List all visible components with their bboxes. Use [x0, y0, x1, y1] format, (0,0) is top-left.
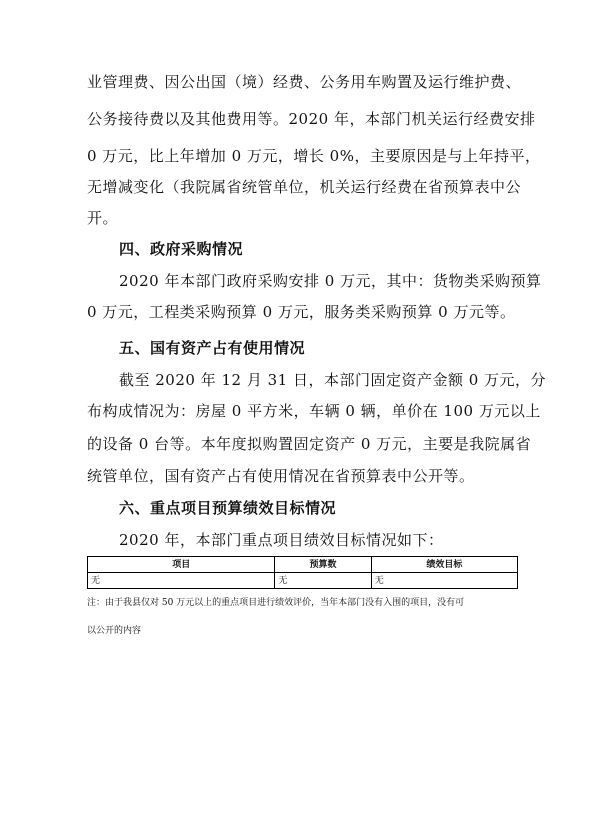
- table-intro: 2020 年，本部门重点项目绩效目标情况如下：: [119, 531, 444, 549]
- paragraph-line: 公务接待费以及其他费用等。2020 年，本部门机关运行经费安排: [87, 110, 536, 128]
- table-header-row: [88, 557, 518, 573]
- paragraph-line: 业管理费、因公出国（境）经费、公务用车购置及运行维护费、: [87, 73, 522, 91]
- section-heading-performance: 六、重点项目预算绩效目标情况: [119, 499, 337, 517]
- paragraph-line: 统管单位，国有资产占有使用情况在省预算表中公开等。: [87, 467, 475, 485]
- paragraph-line: 0 万元，比上年增加 0 万元，增长 0%，主要原因是与上年持平，: [87, 147, 541, 165]
- table-header-cell: 预算数: [275, 557, 371, 573]
- table-cell: 无: [88, 573, 275, 589]
- paragraph-line: 的设备 0 台等。本年度拟购置固定资产 0 万元，主要是我院属省: [87, 435, 532, 453]
- footnote-line: 以公开的内容: [87, 626, 142, 636]
- paragraph-line: 2020 年本部门政府采购安排 0 万元，其中：货物类采购预算: [119, 272, 542, 290]
- footnote-line: 注：由于我县仅对 50 万元以上的重点项目进行绩效评价，当年本部门没有入围的项目，没有可: [87, 598, 465, 608]
- table-header-cell: 项目: [88, 557, 275, 573]
- table-header-cell: 绩效目标: [371, 557, 517, 573]
- paragraph-line: 布构成情况为：房屋 0 平方米，车辆 0 辆，单价在 100 万元以上: [87, 402, 541, 420]
- paragraph-line: 开。: [87, 209, 119, 227]
- table-row: [88, 573, 518, 589]
- paragraph-line: 无增减变化（我院属省统管单位，机关运行经费在省预算表中公: [87, 178, 522, 196]
- section-heading-assets: 五、国有资产占有使用情况: [119, 339, 306, 357]
- table-cell: 无: [371, 573, 517, 589]
- section-heading-procurement: 四、政府采购情况: [119, 240, 244, 258]
- performance-target-table: [87, 556, 518, 589]
- table-cell: 无: [275, 573, 371, 589]
- paragraph-line: 截至 2020 年 12 月 31 日，本部门固定资产金额 0 万元，分: [119, 371, 547, 389]
- paragraph-line: 0 万元，工程类采购预算 0 万元，服务类采购预算 0 万元等。: [87, 303, 516, 321]
